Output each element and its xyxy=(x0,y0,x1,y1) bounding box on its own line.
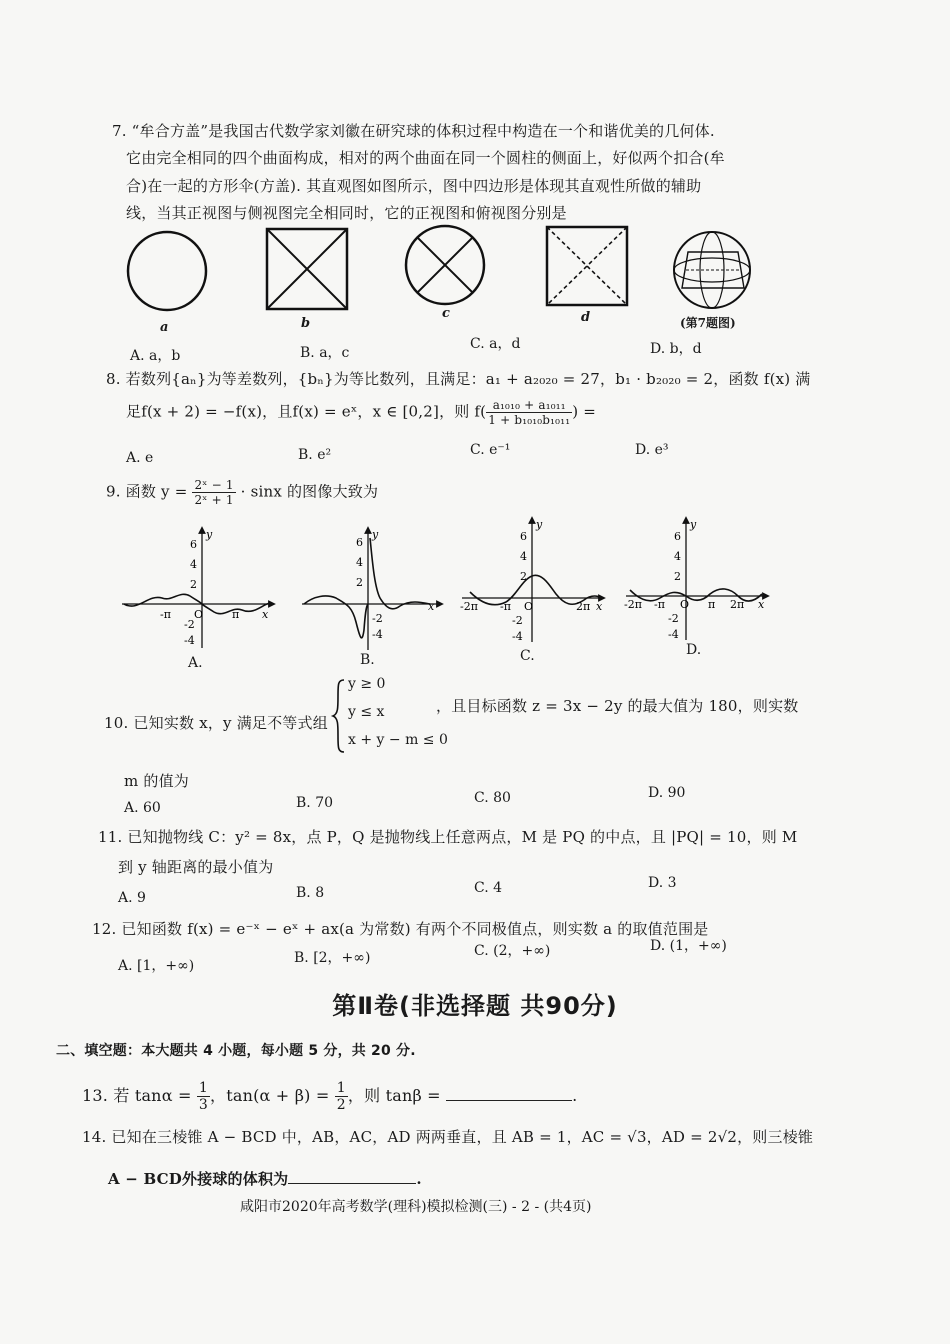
q10-brace xyxy=(332,678,346,754)
q9d-y-label: y xyxy=(690,518,697,531)
q13-fraction-1 xyxy=(197,1080,210,1113)
q13-line xyxy=(82,1080,577,1113)
q11-line2: 到 y 轴距离的最小值为 xyxy=(118,858,274,876)
q13-frac2-den: 2 xyxy=(336,1097,346,1113)
q11-option-d[interactable]: D. 3 xyxy=(648,875,677,891)
q11-option-a[interactable]: A. 9 xyxy=(118,890,146,906)
q9-post: · sinx 的图像大致为 xyxy=(240,482,379,501)
q8-line2-post: ) = xyxy=(572,402,597,421)
q9d-tick-pi: π xyxy=(708,598,716,611)
q9a-tick-4: 4 xyxy=(190,558,197,571)
q11-line1: 11. 已知抛物线 C：y² = 8x，点 P，Q 是抛物线上任意两点，M 是 PQ 的中点，且 |PQ| = 10，则 M xyxy=(98,828,798,846)
q8-frac-numerator: a₁₀₁₀ + a₁₀₁₁ xyxy=(486,398,572,413)
q9c-tick-2pi: 2π xyxy=(576,600,591,613)
q7-figure-d xyxy=(546,226,628,306)
q9c-tick-2: 2 xyxy=(520,570,527,583)
q9a-x-label: x xyxy=(262,608,269,621)
q9d-tick-n2pi: -2π xyxy=(624,598,642,611)
q7-label-d: d xyxy=(581,310,591,325)
q12-option-d[interactable]: D. (1，+∞) xyxy=(650,938,727,954)
q9a-tick-6: 6 xyxy=(190,538,197,551)
q10-option-d[interactable]: D. 90 xyxy=(648,785,686,801)
q14-line2-text: A − BCD外接球的体积为 xyxy=(108,1170,289,1188)
q10-line2: m 的值为 xyxy=(124,772,189,790)
q9a-tick-npi: -π xyxy=(160,608,171,621)
q9c-tick-4: 4 xyxy=(520,550,527,563)
q12-option-a[interactable]: A. [1，+∞) xyxy=(118,958,195,974)
q7-label-b: b xyxy=(301,316,311,331)
section-2-title: 第Ⅱ卷(非选择题 共90分) xyxy=(332,992,618,1020)
q10-post: ，且目标函数 z = 3x − 2y 的最大值为 180，则实数 xyxy=(436,697,799,715)
q14-line1: 14. 已知在三棱锥 A − BCD 中，AB，AC，AD 两两垂直，且 AB = 1，AC = √3，AD = 2√2，则三棱锥 xyxy=(82,1128,814,1146)
q8-option-a[interactable]: A. e xyxy=(126,450,154,466)
q9a-tick-n2: -2 xyxy=(184,618,195,631)
q10-pre: 10. 已知实数 x，y 满足不等式组 xyxy=(104,714,328,732)
q7-label-c: c xyxy=(442,306,450,321)
q13-frac2-num: 1 xyxy=(336,1080,346,1096)
q9b-tick-n2: -2 xyxy=(372,612,383,625)
q13-post: ，则 tanβ = xyxy=(347,1086,441,1105)
q13-pre: 13. 若 tanα = xyxy=(82,1086,192,1105)
q10-option-b[interactable]: B. 70 xyxy=(296,795,334,811)
q9c-x-label: x xyxy=(596,600,603,613)
q9c-tick-n2: -2 xyxy=(512,614,523,627)
q13-answer-blank[interactable] xyxy=(446,1100,572,1101)
q7-figure-a xyxy=(126,230,208,312)
q8-line1: 8. 若数列{aₙ}为等差数列，{bₙ}为等比数列，且满足：a₁ + a₂₀₂₀ = 27，b₁ · b₂₀₂₀ = 2，函数 f(x) 满 xyxy=(106,370,811,388)
q9d-tick-npi: -π xyxy=(654,598,665,611)
q9c-tick-n2pi: -2π xyxy=(460,600,478,613)
q10-sys-2: y ≤ x xyxy=(348,704,385,720)
q9-graph-b xyxy=(300,526,450,656)
q9-graph-a xyxy=(120,526,280,656)
q9b-tick-6: 6 xyxy=(356,536,363,549)
q13-fraction-2 xyxy=(335,1080,348,1113)
q8-line2-pre: 足f(x + 2) = −f(x)，且f(x) = eˣ，x ∈ [0,2]，则 f( xyxy=(126,402,487,421)
q9-graph-d xyxy=(624,516,774,646)
q9a-tick-2: 2 xyxy=(190,578,197,591)
q9a-tick-pi: π xyxy=(232,608,240,621)
q7-line3: 合)在一起的方形伞(方盖). 其直观图如图所示，图中四边形是体现其直观性所做的辅助 xyxy=(126,177,702,195)
q8-option-d[interactable]: D. e³ xyxy=(635,442,669,458)
q10-sys-1: y ≥ 0 xyxy=(348,676,386,692)
q8-line2 xyxy=(126,398,596,427)
q9b-tick-n4: -4 xyxy=(372,628,383,641)
q9-frac-numerator: 2ˣ − 1 xyxy=(194,478,234,492)
q13-mid: ，tan(α + β) = xyxy=(210,1086,330,1105)
q9-option-a[interactable]: A. xyxy=(188,655,203,671)
q7-line1: 7. “牟合方盖”是我国古代数学家刘徽在研究球的体积过程中构造在一个和谐优美的几何体. xyxy=(112,122,715,140)
q9-stem xyxy=(106,478,378,507)
q7-line4: 线，当其正视图与侧视图完全相同时，它的正视图和俯视图分别是 xyxy=(126,204,567,222)
q8-option-c[interactable]: C. e⁻¹ xyxy=(470,442,511,458)
q13-frac1-num: 1 xyxy=(198,1080,208,1096)
q14-end: . xyxy=(416,1170,422,1188)
q13-end: . xyxy=(572,1086,578,1105)
q8-fraction xyxy=(486,398,572,427)
page-footer: 咸阳市2020年高考数学(理科)模拟检测(三) - 2 - (共4页) xyxy=(240,1199,592,1215)
q9c-y-label: y xyxy=(536,518,543,531)
q7-option-a[interactable]: A. a，b xyxy=(130,348,181,364)
q7-line2: 它由完全相同的四个曲面构成，相对的两个曲面在同一个圆柱的侧面上，好似两个扣合(牟 xyxy=(126,149,725,167)
q11-option-b[interactable]: B. 8 xyxy=(296,885,325,901)
q9-option-b[interactable]: B. xyxy=(360,652,375,668)
q9d-tick-n2: -2 xyxy=(668,612,679,625)
q9b-x-label: x xyxy=(428,600,435,613)
q9d-tick-4: 4 xyxy=(674,550,681,563)
q7-figure-c xyxy=(404,224,486,306)
q14-answer-blank[interactable] xyxy=(288,1183,416,1184)
q11-option-c[interactable]: C. 4 xyxy=(474,880,503,896)
q9-graph-c xyxy=(460,516,610,646)
q9c-tick-n4: -4 xyxy=(512,630,523,643)
q9a-tick-n4: -4 xyxy=(184,634,195,647)
q9a-y-label: y xyxy=(206,528,213,541)
q9d-tick-n4: -4 xyxy=(668,628,679,641)
q10-option-a[interactable]: A. 60 xyxy=(124,800,161,816)
fill-in-header: 二、填空题：本大题共 4 小题，每小题 5 分，共 20 分. xyxy=(56,1043,416,1059)
q13-frac1-den: 3 xyxy=(198,1097,208,1113)
q9d-origin: O xyxy=(680,598,690,611)
q9a-origin: O xyxy=(194,608,204,621)
q9c-tick-6: 6 xyxy=(520,530,527,543)
q14-line2 xyxy=(108,1168,422,1189)
q7-option-b[interactable]: B. a，c xyxy=(300,345,350,361)
q9-pre: 9. 函数 y = xyxy=(106,482,188,501)
q10-sys-3: x + y − m ≤ 0 xyxy=(348,732,448,748)
q9d-tick-2pi: 2π xyxy=(730,598,745,611)
q12-line1: 12. 已知函数 f(x) = e⁻ˣ − eˣ + ax(a 为常数) 有两个不同极值点，则实数 a 的取值范围是 xyxy=(92,920,709,938)
q8-frac-denominator: 1 + b₁₀₁₀b₁₀₁₁ xyxy=(488,413,571,427)
q7-label-a: a xyxy=(160,320,169,335)
q12-option-c[interactable]: C. (2，+∞) xyxy=(474,943,551,959)
q9b-tick-2: 2 xyxy=(356,576,363,589)
q9b-y-label: y xyxy=(372,528,379,541)
q9d-tick-6: 6 xyxy=(674,530,681,543)
q9-option-c[interactable]: C. xyxy=(520,648,535,664)
q9c-tick-npi: -π xyxy=(500,600,511,613)
q9-fraction xyxy=(192,478,235,507)
q12-option-b[interactable]: B. [2，+∞) xyxy=(294,950,371,966)
q7-figure-sphere xyxy=(672,230,752,310)
q7-option-c[interactable]: C. a，d xyxy=(470,336,521,352)
q9b-tick-4: 4 xyxy=(356,556,363,569)
q9c-origin: O xyxy=(524,600,534,613)
q9-option-d[interactable]: D. xyxy=(686,642,702,658)
q7-figure-b xyxy=(266,228,348,310)
q9d-tick-2: 2 xyxy=(674,570,681,583)
q7-option-d[interactable]: D. b，d xyxy=(650,341,702,357)
q7-figure-caption: (第7题图) xyxy=(680,316,736,330)
q10-option-c[interactable]: C. 80 xyxy=(474,790,511,806)
q8-option-b[interactable]: B. e² xyxy=(298,447,332,463)
q9-frac-denominator: 2ˣ + 1 xyxy=(194,493,234,507)
q9d-x-label: x xyxy=(758,598,765,611)
